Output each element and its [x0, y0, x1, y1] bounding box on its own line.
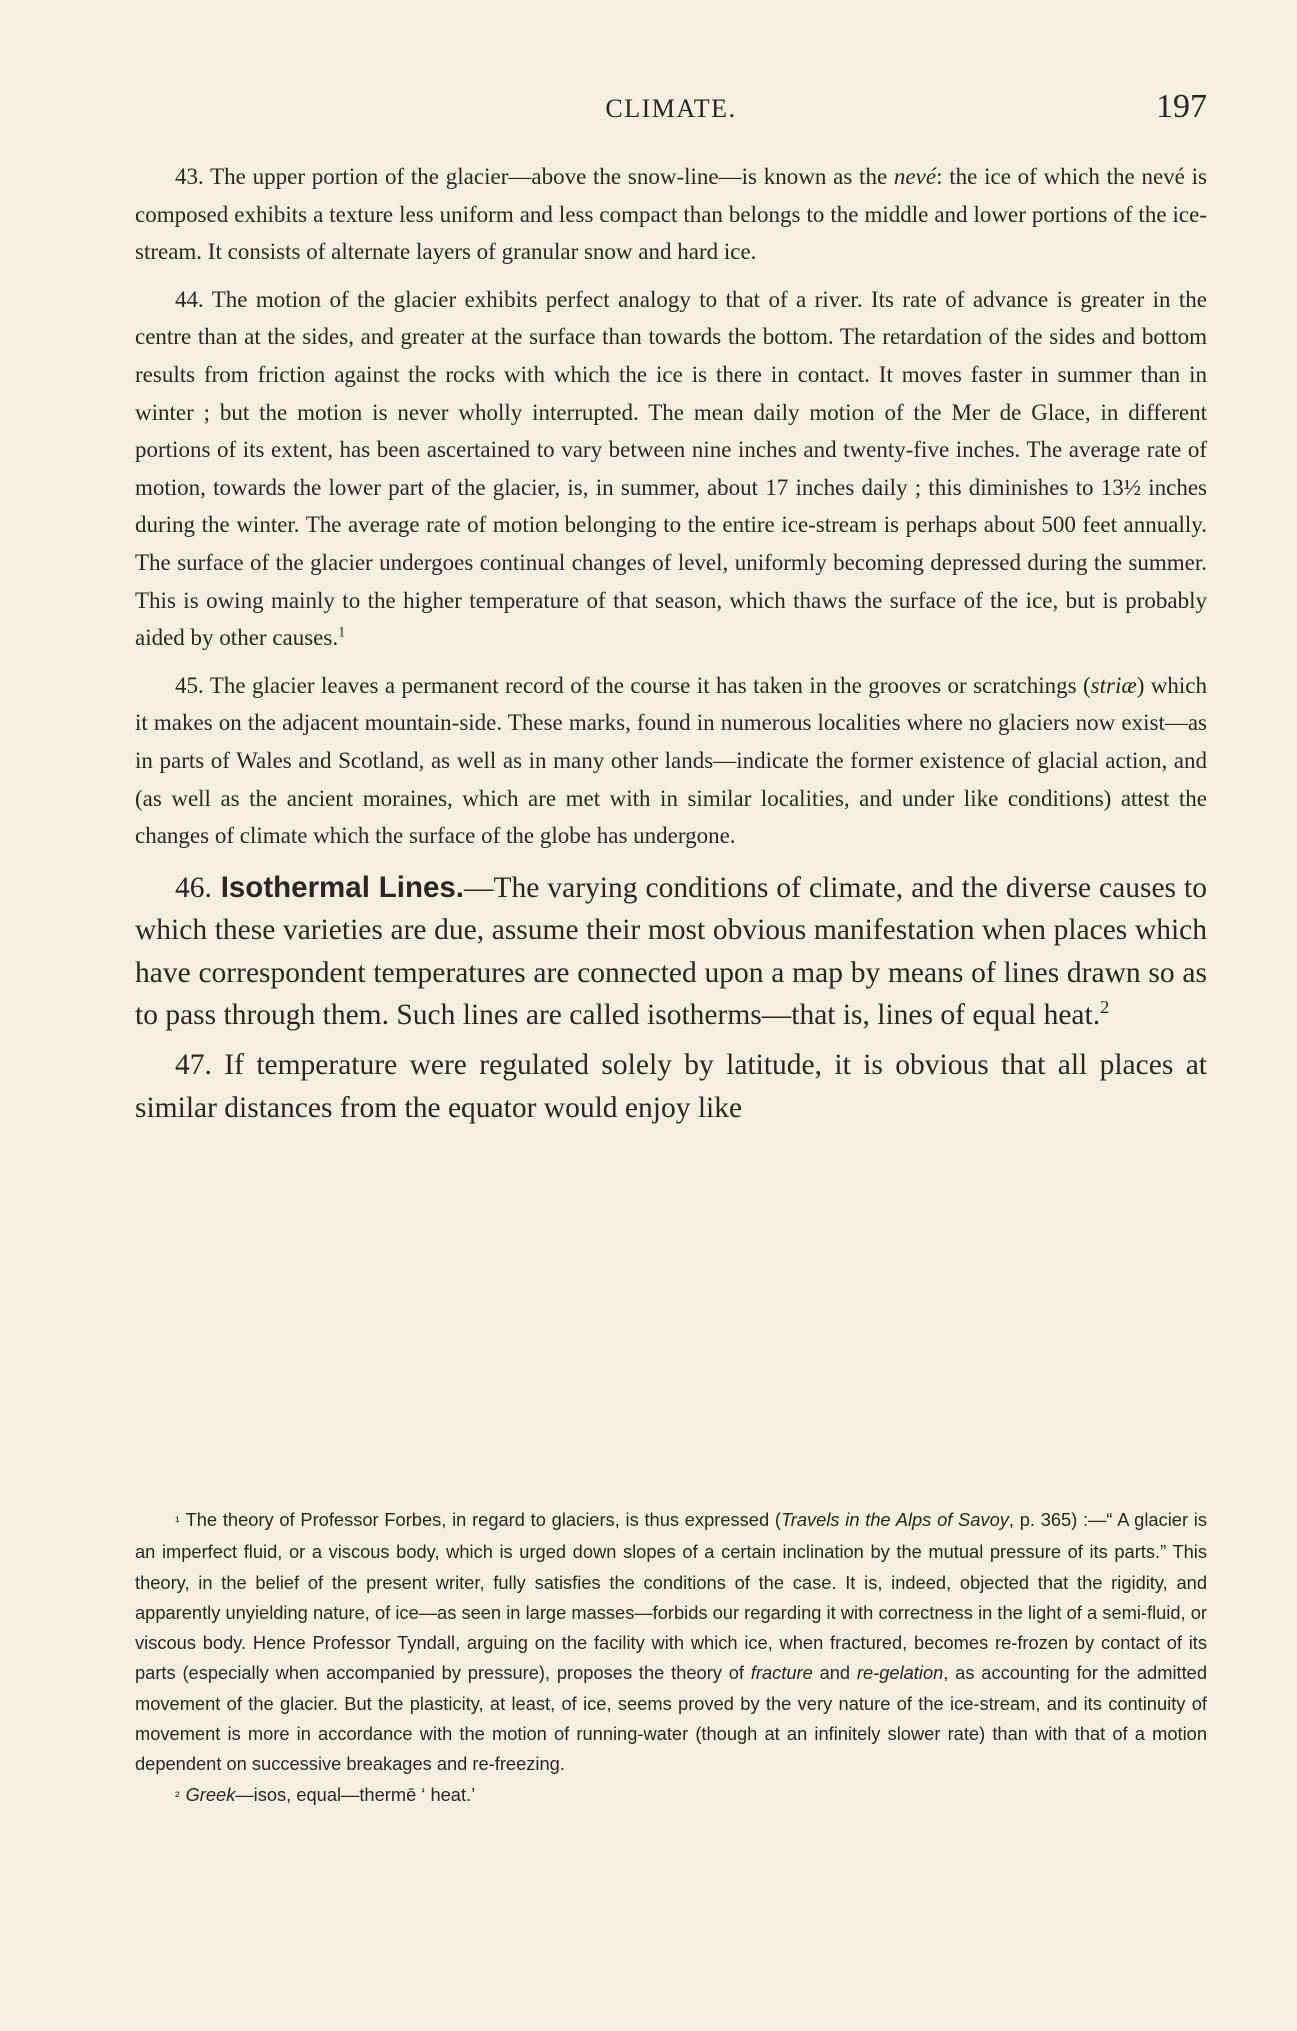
paragraph-number: 46.	[175, 871, 212, 904]
paragraph-number: 45.	[175, 672, 204, 698]
emphasis-title: Travels in the Alps of Savoy	[780, 1509, 1009, 1530]
paragraph-text: The glacier leaves a permanent record of the course it has taken in the grooves or scratchings (	[203, 672, 1091, 698]
footnote-text: —isos, equal—thermē ‘ heat.’	[235, 1783, 476, 1805]
paragraph-44	[135, 281, 1207, 657]
paragraph-number: 47.	[175, 1049, 212, 1082]
chapter-title: CLIMATE.	[605, 94, 737, 123]
footnote-text: and	[812, 1662, 857, 1684]
emphasis-term: Greek	[185, 1783, 236, 1805]
emphasis-term: striæ	[1090, 672, 1137, 698]
main-text	[135, 158, 1207, 1129]
paragraph-text: If temperature were regulated solely by latitude, it is obvious that all places at similar distances from the equator would enjoy like	[135, 1049, 1207, 1124]
footnote-mark: ²	[175, 1788, 180, 1804]
running-header	[135, 88, 1207, 138]
paragraph-45	[135, 667, 1207, 855]
footnote-1	[135, 1505, 1207, 1780]
paragraph-text: The motion of the glacier exhibits perfect analogy to that of a river. Its rate of advance is greater in the centre than at the sides, and greater at the surface than towards the bottom. The retardation of the sides and bottom results from friction against the rocks with which the ice is there in contact. It moves faster in summer than in winter ; but the motion is never wholly interrupted. The mean daily motion of the Mer de Glace, in different portions of its extent, has been ascertained to vary between nine inches and twenty-five inches. The average rate of motion, towards the lower part of the glacier, is, in summer, about 17 inches daily ; this diminishes to 13½ inches during the winter. The average rate of motion belonging to the entire ice-stream is perhaps about 500 feet annually. The surface of the glacier undergoes continual changes of level, uniformly becoming depressed during the summer. This is owing mainly to the higher temperature of that season, which thaws the surface of the ice, but is probably aided by other causes.	[135, 286, 1207, 651]
paragraph-47	[135, 1044, 1207, 1129]
paragraph-text: The upper portion of the glacier—above the snow-line—is known as the	[203, 164, 894, 189]
paragraph-number: 43.	[175, 164, 204, 189]
paragraph-text: : the ice of which the nevé is composed exhibits a texture less uniform and less compact than belongs to the middle and lower portions of the ice-stream. It consists of alternate layers of granular snow and hard ice.	[135, 164, 1207, 265]
paragraph-text: —The varying conditions of climate, and the diverse causes to which these varieties are due, assume their most obvious manifestation when places which have correspondent temperatures are connected upon a map by means of lines drawn so as to pass through them. Such lines are called isotherms—that is, lines of equal heat.	[135, 871, 1207, 1031]
footnote-2	[135, 1780, 1207, 1812]
paragraph-number: 44.	[175, 286, 204, 312]
page-number: 197	[1156, 88, 1207, 125]
footnote-reference: 1	[338, 624, 346, 641]
emphasis-term: fracture	[750, 1662, 813, 1684]
footnote-mark: ¹	[175, 1514, 180, 1529]
section-heading: Isothermal Lines.	[211, 870, 464, 904]
footnotes	[135, 1505, 1207, 1812]
paragraph-46	[135, 867, 1207, 1037]
paragraph-text: ) which it makes on the adjacent mountain-side. These marks, found in numerous localities where no glaciers now exist—as in parts of Wales and Scotland, as well as in many other lands—indicate the former existence of glacial action, and (as well as the ancient moraines, which are met with in similar localities, and under like conditions) attest the changes of climate which the surface of the globe has undergone.	[135, 672, 1207, 849]
emphasis-term: re-gelation	[856, 1662, 944, 1684]
footnote-reference: 2	[1100, 997, 1110, 1018]
footnote-text: The theory of Professor Forbes, in regard to glaciers, is thus expressed (	[185, 1509, 781, 1530]
footnote-text: , p. 365) :—“ A glacier is an imperfect fluid, or a viscous body, which is urged down slopes of a certain inclination by the mutual pressure of its parts.” This theory, in the belief of the present writer, fully satisfies the conditions of the case. It is, indeed, objected that the rigidity, and apparently unyielding nature, of ice—as seen in large masses—forbids our regarding it with correctness in the light of a semi-fluid, or viscous body. Hence Professor Tyndall, arguing on the facility with which ice, when fractured, becomes re-frozen by contact of its parts (especially when accompanied by pressure), proposes the theory of	[135, 1509, 1207, 1684]
footnote-text: , as accounting for the admitted movement of the glacier. But the plasticity, at least, of ice, seems proved by the very nature of the ice-stream, and its continuity of movement is more in accordance with the motion of running-water (though at an infinitely slower rate) than with that of a motion dependent on successive breakages and re-freezing.	[135, 1662, 1208, 1775]
paragraph-43	[135, 158, 1207, 271]
emphasis-term: nevé	[893, 164, 937, 189]
